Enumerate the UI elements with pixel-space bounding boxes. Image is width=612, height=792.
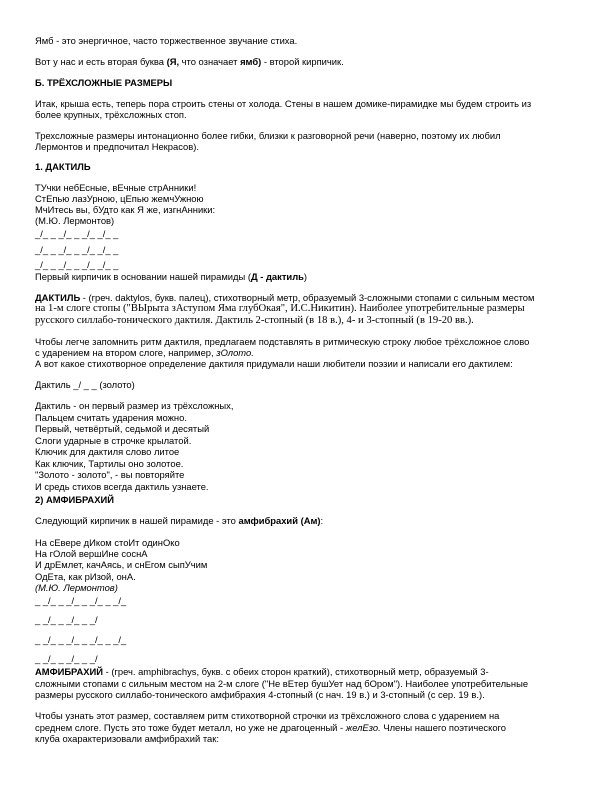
term: ДАКТИЛЬ [35,292,81,303]
text: Следующий кирпичик в нашей пирамиде - это [35,515,239,526]
text: - (греч. daktylos, букв. палец), стихотворный метр, образуемый 3-сложными стопами с сильным местом [80,292,535,303]
text: среднем слоге. Пусть это тоже будет металл, но уже не драгоценный - [35,722,346,733]
amphibrach-definition-line: сложными стопами с сильным местом на 2-м слоге ("Не вЕтер бушУет над бОром"). Наиболее употребительные [35,678,529,689]
poem-line: ОдЕта, как рИзой, онА. [35,571,136,582]
verse-line: И средь стихов всегда дактиль узнаете. [35,481,209,492]
dactyl-formula: Дактиль _/ _ _ (золото) [35,379,135,390]
poem-line: На гОлой вершИне соснА [35,548,148,559]
section-heading-trisyllabic: Б. ТРЁХСЛОЖНЫЕ РАЗМЕРЫ [35,77,173,88]
poem-line: СтЕпью лазУрною, цЕпью жемчУжною [35,193,204,204]
term: АМФИБРАХИЙ [35,666,103,677]
verse-line: "Золото - золото", - вы повторяйте [35,469,185,480]
poem-line: МчИтесь вы, бУдто как Я же, изгнАнники: [35,204,216,215]
rhythm-line: _ _/_ _ _/_ _ _/_ _ _/_ [35,634,127,645]
bold-text: Д - дактиль [250,271,304,282]
first-brick-sentence [35,271,307,282]
verse-line: Слоги ударные в строчке крылатой. [35,435,192,446]
dactyl-definition-line: на 1-м слоге стопы ("ВЫрыта зАступом Яма глубОкая", И.С.Никитин). Наиболее употребительные размеры [35,303,525,314]
text: Вот у нас и есть вторая буква [35,56,167,67]
poem-author: (М.Ю. Лермонтов) [35,215,115,226]
text: с ударением на втором слоге, например, [35,347,217,358]
poem-author: (М.Ю. Лермонтов) [35,582,118,593]
memo-line: Чтобы узнать этот размер, составляем ритм стихотворной строчки из трёхсложного слова с ударением на [35,710,500,721]
verse-line: Как ключик, Тартилы оно золотое. [35,458,184,469]
rhythm-line: _/_ _ _/_ _ _/_ _/_ _ [35,259,119,270]
paragraph-line: Лермонтов и предпочитал Некрасов). [35,141,199,152]
second-letter-sentence [35,56,344,67]
verse-line: Дактиль - он первый размер из трёхсложных, [35,400,234,411]
bold-text: ямб) [240,56,262,67]
iamb-definition: Ямб - это энергичное, часто торжественное звучание стиха. [35,35,298,46]
text: Первый кирпичик в основании нашей пирамиды ( [35,271,251,282]
memo-line: А вот какое стихотворное определение дактиля придумали наши любители поэзии и написали его дактилем: [35,358,513,369]
paragraph-line: более крупных, трёхсложных стоп. [35,109,187,120]
bold-text: (Я, [166,56,180,67]
poem-line: ТУчки небЕсные, вЕчные стрАнники! [35,182,197,193]
rhythm-line: _ _/_ _ _/_ _ _/_ _ _/_ [35,595,127,606]
memo-line: Чтобы легче запомнить ритм дактиля, предлагаем подставлять в ритмическую строку любое трёхсложное слово [35,336,530,347]
dactyl-definition-line: русского силлабо-тонического дактиля. Дактиль 2-стопный (в 18 в.), 4- и 3-стопный (в 19-20 вв.). [35,315,474,326]
rhythm-line: _ _/_ _ _/_ _ _/ [35,653,98,664]
heading-amphibrach: 2) АМФИБРАХИЙ [35,494,114,505]
rhythm-line: _ _/_ _ _/_ _ _/ [35,614,98,625]
italic-text: желЕзо. [345,722,381,733]
text: Члены нашего поэтического [380,722,506,733]
text: - (греч. amphibrachys, букв. с обеих сторон краткий), стихотворный метр, образуемый 3- [103,666,489,677]
verse-line: Первый, четвёртый, седьмой и десятый [35,423,210,434]
text: что означает [179,56,241,67]
memo-line [35,722,506,733]
verse-line: Ключик для дактиля слово литое [35,446,180,457]
amphibrach-definition-line [35,666,489,677]
text: : [320,515,324,526]
amphibrach-definition-line: размеры русского силлабо-тонического амфибрахия 4-стопный (с нач. 19 в.) и 3-стопный (с сер. 19 в.). [35,689,485,700]
dactyl-definition-line [35,292,534,303]
text: - второй кирпичик. [261,56,344,67]
memo-line: клуба охарактеризовали амфибрахий так: [35,733,219,744]
bold-text: амфибрахий (Ам) [238,515,321,526]
text: ) [303,271,308,282]
heading-dactyl: 1. ДАКТИЛЬ [35,161,91,172]
memo-line [35,347,254,358]
verse-line: Пальцем считать ударения можно. [35,412,187,423]
next-brick-sentence [35,515,323,526]
paragraph-line: Трехсложные размеры интонационно более гибки, близки к разговорной речи (наверно, поэтому их любил [35,130,501,141]
poem-line: На сЕвере дИком стоИт одинОко [35,537,180,548]
italic-text: зОлото. [216,347,254,358]
rhythm-line: _/_ _ _/_ _ _/_ _/_ _ [35,228,119,239]
paragraph-line: Итак, крыша есть, теперь пора строить стены от холода. Стены в нашем домике-пирамидке мы будем строить из [35,98,532,109]
poem-line: И дрЕмлет, качАясь, и снЕгом сыпУчим [35,559,208,570]
rhythm-line: _/_ _ _/_ _ _/_ _/_ _ [35,244,119,255]
